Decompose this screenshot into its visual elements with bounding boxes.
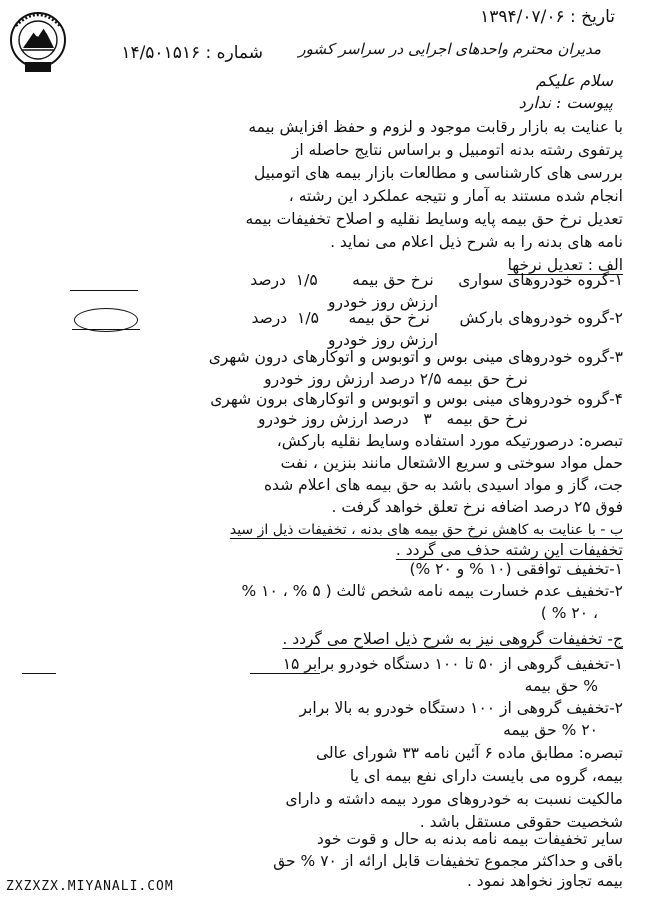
letter-date: تاریخ : ۱۳۹۴/۰۷/۰۶	[480, 7, 615, 27]
section-c-item: ۲۰ % حق بیمه	[503, 721, 598, 739]
section-a-note-line: تبصره: درصورتیکه مورد استفاده وسایط نقلیه بارکش،	[276, 432, 623, 450]
section-a-note-line: حمل مواد سوختی و سریع الاشتعال مانند بنزین ، نفت	[280, 454, 623, 472]
letter-number: شماره : ۱۴/۵۰۱۵۱۶	[121, 43, 263, 63]
handwritten-underline-mark	[22, 673, 56, 674]
section-c-item: ۲-تخفیف گروهی از ۱۰۰ دستگاه خودرو به بالا برابر	[299, 699, 623, 717]
seal-year-band	[25, 62, 51, 72]
site-watermark: ZXZXZX.MIYANALI.COM	[6, 879, 174, 894]
intro-line-1: با عنایت به بازار رقابت موجود و لزوم و حفظ افزایش بیمه	[248, 118, 623, 136]
section-a-item: ۲-گروه خودروهای بارکش نرخ حق بیمه ۱/۵ درصد	[251, 309, 623, 327]
section-c-item: % حق بیمه	[524, 677, 598, 695]
section-a-note-line: فوق ۲۵ درصد اضافه نرخ تعلق خواهد گرفت .	[331, 498, 623, 516]
section-a-item: ۱-گروه خودروهای سواری نرخ حق بیمه ۱/۵ درصد	[250, 271, 623, 289]
section-c-note-line: تبصره: مطابق ماده ۶ آئین نامه ۳۳ شورای عالی	[315, 744, 623, 762]
attachment-line: پیوست : ندارد	[518, 93, 613, 112]
section-a-item: ارزش روز خودرو	[328, 293, 438, 311]
section-a-note-line: جت، گاز و مواد اسیدی باشد به حق بیمه های اعلام شده	[263, 476, 623, 494]
section-c-title: ج- تخفیفات گروهی نیز به شرح ذیل اصلاح می گردد .	[282, 630, 623, 648]
section-c-note-line: مالکیت نسبت به خودروهای مورد بیمه داشته و دارای	[285, 790, 623, 808]
addressee: مدیران محترم واحدهای اجرایی در سراسر کشور	[298, 40, 601, 58]
intro-line-5: تعدیل نرخ حق بیمه پایه وسایط نقلیه و اصلاح تخفیفات بیمه	[245, 210, 623, 228]
section-a-item: نرخ حق بیمه ۲/۵ درصد ارزش روز خودرو	[264, 370, 528, 388]
handwritten-circle-mark	[74, 308, 138, 332]
section-a-title: الف : تعدیل نرخها	[507, 256, 623, 274]
section-b-item: ، ۲۰ % )	[540, 604, 598, 622]
section-b-item: ۲-تخفیف عدم خسارت بیمه نامه شخص ثالث ( ۵ % ، ۱۰ %	[241, 582, 623, 600]
handwritten-underline-mark	[250, 673, 320, 674]
section-a-item: ۳-گروه خودروهای مینی بوس و اتوبوس و اتوکارهای درون شهری	[208, 348, 623, 366]
section-b-title-line: ب - با عنایت به کاهش نرخ حق بیمه های بدنه ، تخفیفات ذیل از سید	[229, 522, 623, 538]
section-a-item: ۴-گروه خودروهای مینی بوس و اتوبوس و اتوکارهای برون شهری	[210, 390, 623, 408]
section-c-note-line: بیمه، گروه می بایست دارای نفع بیمه ای یا	[349, 767, 623, 785]
handwritten-underline-mark	[70, 290, 138, 291]
closing-line: سایر تخفیفات بیمه نامه بدنه به حال و قوت خود	[316, 830, 623, 848]
section-b-title-line: تخفیفات این رشته حذف می گردد .	[395, 541, 623, 559]
greeting: سلام علیکم	[535, 71, 613, 90]
closing-line: بیمه تجاوز نخواهد نمود .	[466, 872, 623, 890]
intro-line-3: بررسی های کارشناسی و مطالعات بازار بیمه های اتومبیل	[254, 164, 623, 182]
intro-line-6: نامه های بدنه را به شرح ذیل اعلام می نماید .	[330, 233, 623, 251]
section-a-item: نرخ حق بیمه ۳ درصد ارزش روز خودرو	[258, 410, 528, 428]
intro-line-2: پرتفوی رشته بدنه اتومبیل و براساس نتایج حاصله از	[291, 141, 623, 159]
closing-line: باقی و حداکثر مجموع تخفیفات قابل ارائه از ۷۰ % حق	[273, 852, 623, 870]
section-c-item: ۱-تخفیف گروهی از ۵۰ تا ۱۰۰ دستگاه خودرو برابر ۱۵	[282, 655, 623, 673]
intro-line-4: انجام شده مستند به آمار و نتیجه عملکرد این رشته ،	[288, 187, 623, 205]
section-c-note-line: شخصیت حقوقی مستقل باشد .	[419, 813, 623, 831]
section-b-item: ۱-تخفیف توافقی (۱۰ % و ۲۰ %)	[409, 560, 623, 578]
section-a-item: ارزش روز خودرو	[328, 331, 438, 349]
